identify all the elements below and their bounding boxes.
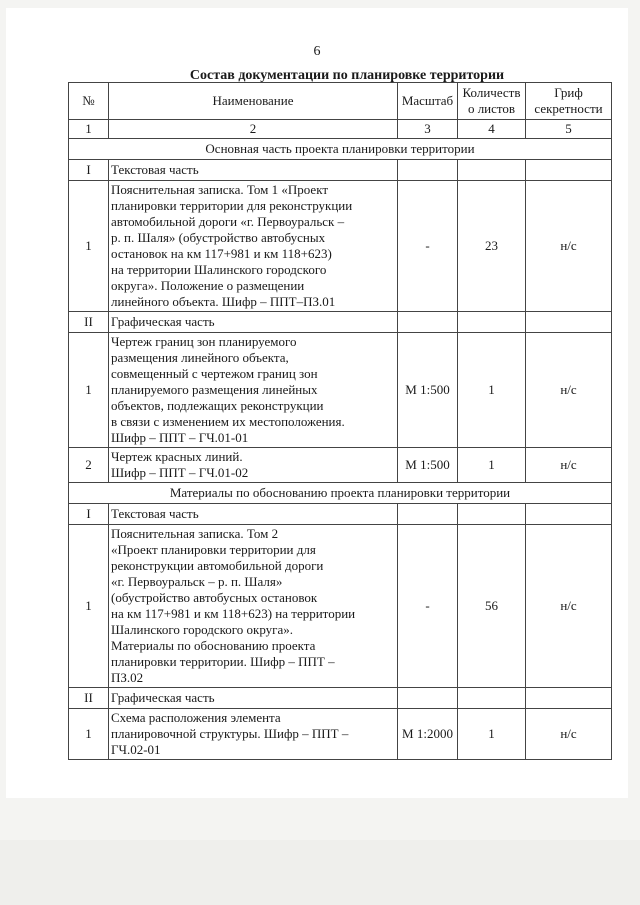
- row-name: [109, 709, 398, 760]
- section-row: [69, 483, 612, 504]
- row-grif: н/с: [526, 448, 612, 483]
- part-label: Графическая часть: [109, 688, 398, 709]
- part-num: II: [69, 312, 109, 333]
- column-number: 3: [398, 120, 458, 139]
- name-line: ПЗ.02: [111, 670, 144, 685]
- row-scale: М 1:500: [398, 448, 458, 483]
- name-line: р. п. Шаля» (обустройство автобусных: [111, 230, 326, 245]
- table-row: [69, 448, 612, 483]
- name-line: линейного объекта. Шифр – ППТ–ПЗ.01: [111, 294, 336, 309]
- row-scale: -: [398, 181, 458, 312]
- name-line: планировки территории для реконструкции: [111, 198, 353, 213]
- documentation-table: [68, 82, 612, 760]
- header-scale: Масштаб: [398, 83, 458, 120]
- part-label: Текстовая часть: [109, 504, 398, 525]
- name-line: планировки территории. Шифр – ППТ –: [111, 654, 335, 669]
- row-name: [109, 333, 398, 448]
- name-line: Шалинского городского округа».: [111, 622, 294, 637]
- row-scale: М 1:500: [398, 333, 458, 448]
- row-name: [109, 448, 398, 483]
- row-num: 1: [69, 181, 109, 312]
- row-scale: -: [398, 525, 458, 688]
- row-num: 2: [69, 448, 109, 483]
- table-row: [69, 525, 612, 688]
- name-line: размещения линейного объекта,: [111, 350, 289, 365]
- name-line: ГЧ.02-01: [111, 742, 161, 757]
- column-number: 4: [458, 120, 526, 139]
- header-name: Наименование: [109, 83, 398, 120]
- part-row: [69, 688, 612, 709]
- column-number: 5: [526, 120, 612, 139]
- section-title: Основная часть проекта планировки территории: [69, 139, 612, 160]
- page-number: 6: [313, 44, 321, 59]
- column-number-row: [69, 120, 612, 139]
- name-line: в связи с изменением их местоположения.: [111, 414, 345, 429]
- scan-margin: [0, 840, 640, 905]
- name-line: остановок на км 117+981 и км 118+623): [111, 246, 332, 261]
- row-scale: М 1:2000: [398, 709, 458, 760]
- row-sheets: 1: [458, 333, 526, 448]
- section-title: Материалы по обоснованию проекта планировки территории: [69, 483, 612, 504]
- part-label: Текстовая часть: [109, 160, 398, 181]
- row-name: [109, 525, 398, 688]
- row-sheets: 1: [458, 709, 526, 760]
- part-row: [69, 160, 612, 181]
- part-num: II: [69, 688, 109, 709]
- name-line: округа». Положение о размещении: [111, 278, 305, 293]
- row-grif: н/с: [526, 709, 612, 760]
- document-title: Состав документации по планировке территории: [189, 68, 505, 83]
- header-sheets-line2: о листов: [467, 101, 516, 116]
- name-line: на территории Шалинского городского: [111, 262, 327, 277]
- section-row: [69, 139, 612, 160]
- table-row: [69, 333, 612, 448]
- part-num: I: [69, 504, 109, 525]
- table-row: [69, 181, 612, 312]
- name-line: Пояснительная записка. Том 2: [111, 526, 279, 541]
- column-number: 1: [69, 120, 109, 139]
- row-sheets: 1: [458, 448, 526, 483]
- name-line: Схема расположения элемента: [111, 710, 281, 725]
- header-sheets: [458, 83, 526, 120]
- table-row: [69, 709, 612, 760]
- name-line: Шифр – ППТ – ГЧ.01-02: [111, 465, 249, 480]
- part-row: [69, 312, 612, 333]
- row-sheets: 23: [458, 181, 526, 312]
- name-line: Чертеж границ зон планируемого: [111, 334, 297, 349]
- column-number: 2: [109, 120, 398, 139]
- row-num: 1: [69, 709, 109, 760]
- part-row: [69, 504, 612, 525]
- name-line: планируемого размещения линейных: [111, 382, 318, 397]
- header-grif: [526, 83, 612, 120]
- name-line: автомобильной дороги «г. Первоуральск –: [111, 214, 345, 229]
- part-label: Графическая часть: [109, 312, 398, 333]
- part-num: I: [69, 160, 109, 181]
- row-grif: н/с: [526, 181, 612, 312]
- name-line: «г. Первоуральск – р. п. Шаля»: [111, 574, 283, 589]
- header-grif-line1: Гриф: [554, 85, 583, 100]
- header-grif-line2: секретности: [534, 101, 603, 116]
- name-line: Пояснительная записка. Том 1 «Проект: [111, 182, 329, 197]
- row-num: 1: [69, 525, 109, 688]
- name-line: «Проект планировки территории для: [111, 542, 316, 557]
- name-line: объектов, подлежащих реконструкции: [111, 398, 324, 413]
- name-line: реконструкции автомобильной дороги: [111, 558, 324, 573]
- header-sheets-line1: Количеств: [462, 85, 521, 100]
- row-sheets: 56: [458, 525, 526, 688]
- row-grif: н/с: [526, 333, 612, 448]
- row-grif: н/с: [526, 525, 612, 688]
- name-line: планировочной структуры. Шифр – ППТ –: [111, 726, 349, 741]
- header-num: №: [69, 83, 109, 120]
- name-line: (обустройство автобусных остановок: [111, 590, 318, 605]
- name-line: Шифр – ППТ – ГЧ.01-01: [111, 430, 249, 445]
- name-line: Материалы по обоснованию проекта: [111, 638, 316, 653]
- row-num: 1: [69, 333, 109, 448]
- name-line: совмещенный с чертежом границ зон: [111, 366, 318, 381]
- table-header-row: [69, 83, 612, 120]
- name-line: на км 117+981 и км 118+623) на территории: [111, 606, 356, 621]
- name-line: Чертеж красных линий.: [111, 449, 243, 464]
- row-name: [109, 181, 398, 312]
